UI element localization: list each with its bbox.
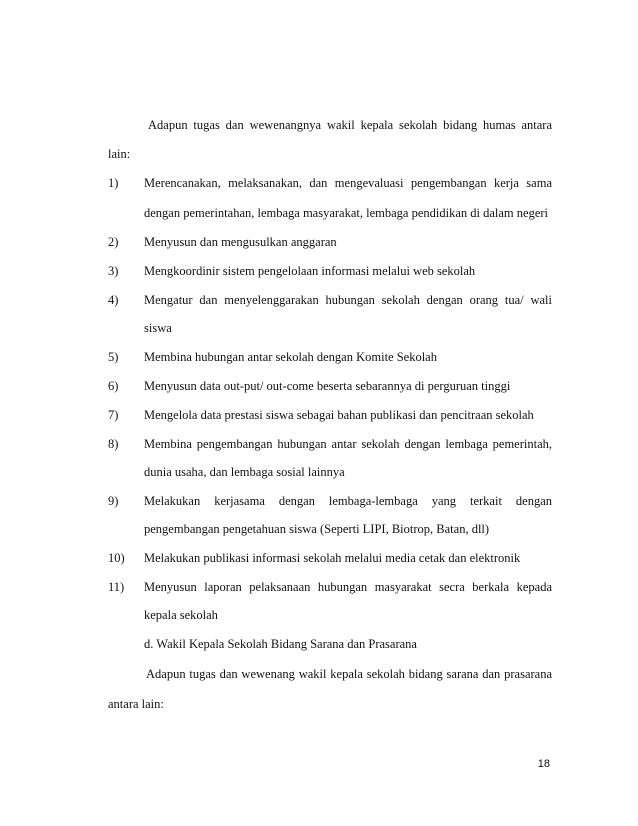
list-item-text: Merencanakan, melaksanakan, dan mengevaluasi pengembangan kerja sama	[144, 176, 552, 190]
page-number: 18	[537, 758, 550, 770]
list-item-text: Menyusun dan mengusulkan anggaran	[144, 235, 337, 249]
list-item-text: Melakukan publikasi informasi sekolah melalui media cetak dan elektronik	[144, 551, 521, 565]
section-subheading: d. Wakil Kepala Sekolah Bidang Sarana dan Prasarana	[144, 637, 417, 651]
list-item-number: 9)	[108, 494, 119, 508]
list-item-number: 11)	[108, 580, 125, 594]
list-item-text: pengembangan pengetahuan siswa (Seperti LIPI, Biotrop, Batan, dll)	[144, 522, 490, 536]
list-item-number: 2)	[108, 235, 119, 249]
list-item-text: kepala sekolah	[144, 608, 218, 622]
list-item-text: Menyusun laporan pelaksanaan hubungan masyarakat secra berkala kepada	[144, 580, 552, 594]
list-item-text: Membina hubungan antar sekolah dengan Komite Sekolah	[144, 350, 437, 364]
list-item-number: 8)	[108, 437, 119, 451]
list-item-number: 7)	[108, 408, 119, 422]
list-item-number: 4)	[108, 293, 119, 307]
list-item-number: 1)	[108, 176, 119, 190]
list-item-text: Menyusun data out-put/ out-come beserta sebarannya di perguruan tinggi	[144, 379, 511, 393]
intro-line-2: lain:	[108, 147, 131, 161]
list-item-text: siswa	[144, 321, 172, 335]
list-item-text: Mengkoordinir sistem pengelolaan informasi melalui web sekolah	[144, 264, 476, 278]
list-item-number: 5)	[108, 350, 119, 364]
list-item-text: Membina pengembangan hubungan antar sekolah dengan lembaga pemerintah,	[144, 437, 552, 451]
intro-line-1: Adapun tugas dan wewenangnya wakil kepala sekolah bidang humas antara	[148, 118, 552, 132]
list-item-text: dunia usaha, dan lembaga sosial lainnya	[144, 465, 345, 479]
outro-line-1: Adapun tugas dan wewenang wakil kepala sekolah bidang sarana dan prasarana	[146, 667, 552, 681]
outro-line-2: antara lain:	[108, 697, 164, 711]
list-item-number: 3)	[108, 264, 119, 278]
list-item-text: Mengatur dan menyelenggarakan hubungan sekolah dengan orang tua/ wali	[144, 293, 552, 307]
list-item-text: Mengelola data prestasi siswa sebagai bahan publikasi dan pencitraan sekolah	[144, 408, 534, 422]
list-item-text: dengan pemerintahan, lembaga masyarakat, lembaga pendidikan di dalam negeri	[144, 206, 549, 220]
list-item-number: 10)	[108, 551, 125, 565]
list-item-number: 6)	[108, 379, 119, 393]
list-item-text: Melakukan kerjasama dengan lembaga-lembaga yang terkait dengan	[144, 494, 552, 508]
